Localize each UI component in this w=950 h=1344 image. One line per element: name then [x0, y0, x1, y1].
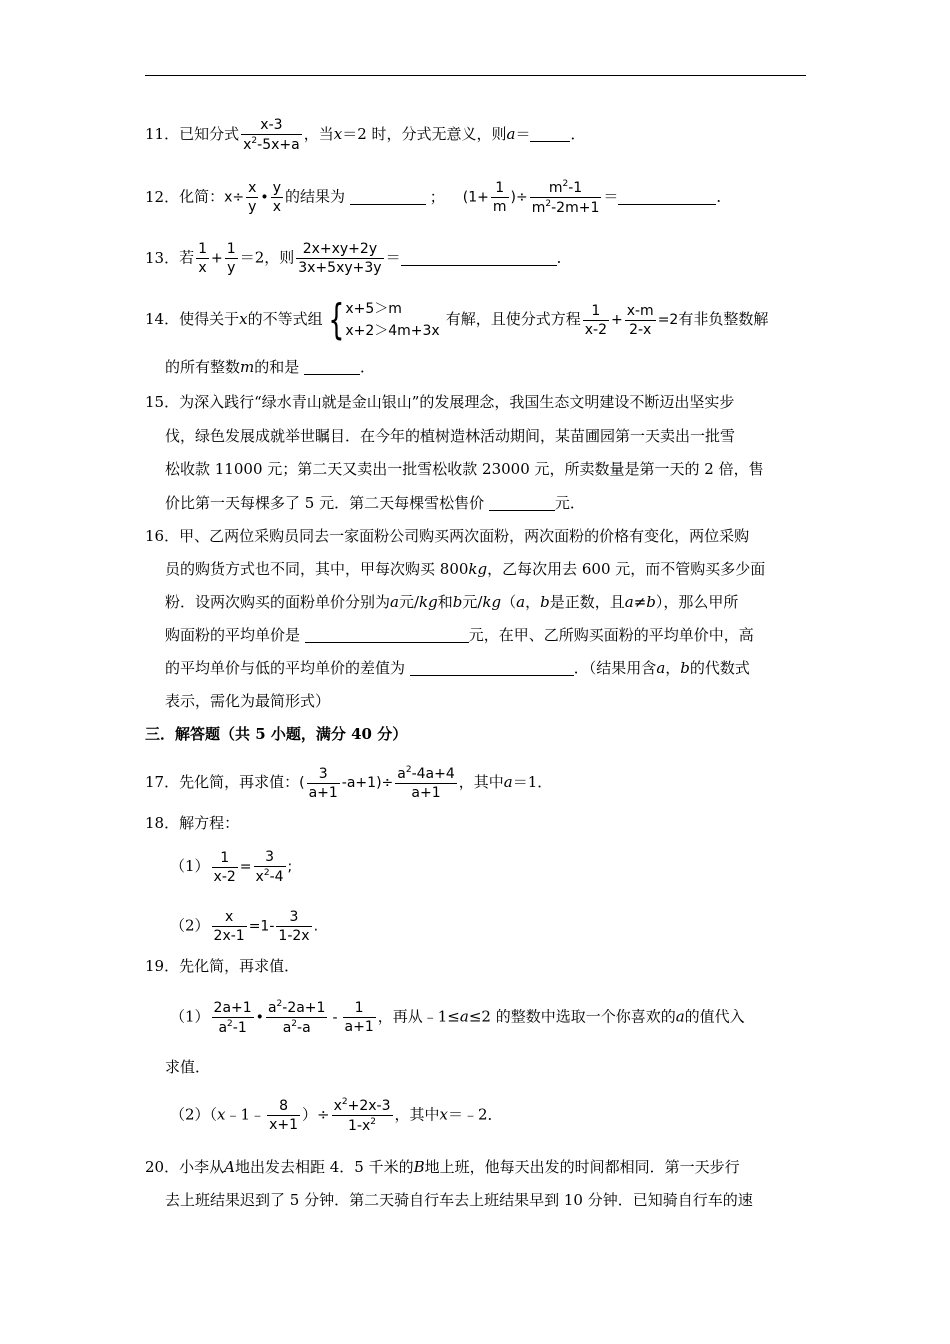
answer-blank[interactable] — [350, 190, 426, 205]
answer-blank[interactable] — [410, 661, 574, 676]
question-16-line-2: 员的购货方式也不同，其中，甲每次购买 800kg，乙每次用去 600 元，而不管购买多少面 — [165, 560, 766, 578]
fraction: $\frac{3}{1-2x}$ — [278, 909, 310, 944]
question-18-part-1: （1） $\frac{1}{x-2}$ = $\frac{3}{x^2-4}$ ; — [170, 849, 293, 885]
text: 有非负整数解 — [678, 310, 769, 328]
variable: a — [506, 125, 516, 143]
question-20-line-2: 去上班结果迟到了 5 分钟．第二天骑自行车去上班结果早到 10 分钟．已知骑自行车的速 — [165, 1191, 753, 1209]
text: ，当 — [303, 125, 334, 143]
question-12 — [145, 180, 731, 215]
question-18: 18．解方程： — [145, 814, 240, 832]
answer-blank[interactable] — [305, 628, 469, 643]
question-19-part-1-line-2: 求值． — [165, 1058, 211, 1076]
header-rule — [145, 75, 806, 76]
question-15-line-3: 松收款 11000 元；第二天又卖出一批雪松收款 23000 元，所卖数量是第一天的 2 倍，售 — [165, 460, 764, 478]
question-16-line-5: 的平均单价与低的平均单价的差值为 ．（结果用含a，b的代数式 — [165, 659, 750, 677]
answer-blank[interactable] — [489, 496, 555, 511]
question-15-line-1: 15．为深入践行“绿水青山就是金山银山”的发展理念，我国生态文明建设不断迈出坚实步 — [145, 393, 735, 411]
question-19-part-2: （2）（x﹣1﹣ $\frac{8}{x+1}$ ）÷ $\frac{x^2+2x-3}{1-x^2}$ ，其中x＝﹣2． — [170, 1097, 503, 1134]
text: ＝2 时，分式无意义，则 — [342, 125, 507, 143]
question-20-line-1: 20．小李从A地出发去相距 4．5 千米的B地上班，他每天出发的时间都相同．第一天步行 — [145, 1158, 740, 1176]
math-text: + — [610, 312, 623, 328]
answer-blank[interactable] — [618, 190, 716, 205]
math-text: =2 — [657, 312, 679, 328]
question-number: 15． — [145, 393, 180, 411]
math-text: )÷ — [510, 189, 528, 206]
variable: x — [333, 125, 343, 143]
fraction: $\frac{1}{y}$ — [226, 241, 236, 276]
question-number: 11． — [145, 125, 180, 143]
question-number: 16． — [145, 527, 180, 545]
text: ． — [556, 248, 572, 267]
question-number: 12． — [145, 187, 180, 206]
math-text: (1+ — [462, 189, 489, 206]
text: 有解，且使分式方程 — [445, 310, 581, 328]
fraction: $\frac{x}{2x-1}$ — [213, 909, 245, 944]
question-16-line-6: 表示，需化为最简形式） — [165, 692, 331, 710]
fraction: $\frac{a^2-2a+1}{a^2-a}$ — [267, 999, 326, 1036]
answer-blank[interactable] — [304, 360, 360, 375]
fraction: $\frac{x^2+2x-3}{1-x^2}$ — [333, 1097, 391, 1134]
question-number: 14． — [145, 310, 180, 328]
text: 使得关于 — [179, 310, 240, 328]
question-11 — [145, 118, 586, 152]
fraction: $\frac{x-m}{2-x}$ — [626, 302, 654, 338]
text: ＝2，则 — [239, 248, 295, 267]
text: 若 — [179, 248, 195, 267]
section-heading: 三．解答题（共 5 小题，满分 40 分） — [145, 725, 408, 743]
question-19: 19．先化简，再求值． — [145, 957, 300, 975]
text: ＝ — [603, 187, 619, 206]
fraction: $\frac{y}{x}$ — [272, 180, 281, 215]
question-number: 18． — [145, 814, 180, 832]
question-18-part-2: （2） $\frac{x}{2x-1}$ =1- $\frac{3}{1-2x}$ . — [170, 909, 319, 944]
fraction: $\frac{2a+1}{a^2-1}$ — [213, 999, 252, 1036]
fraction: $\frac{x}{y}$ — [248, 180, 257, 215]
inequality-system: x+5＞m x+2＞4m+3x — [345, 301, 440, 339]
fraction: $\frac{3}{x^2-4}$ — [255, 849, 284, 885]
question-16-line-3: 粉．设两次购买的面粉单价分别为a元/kg和b元/kg（a，b是正数，且a≠b），那么甲所 — [165, 593, 739, 611]
fraction: $\frac{m^2-1}{m^2-2m+1}$ — [531, 179, 600, 216]
fraction: $\frac{8}{x+1}$ — [269, 1098, 298, 1133]
text: 化简： — [179, 187, 225, 206]
math-text: • — [260, 189, 269, 206]
question-number: 20． — [145, 1158, 180, 1176]
fraction: $\frac{2x+xy+2y}{3x+5xy+3y}$ — [298, 241, 382, 276]
question-13 — [145, 242, 572, 275]
fraction: $\frac{a^2-4a+4}{a+1}$ — [397, 765, 455, 801]
fraction: $\frac{3}{a+1}$ — [308, 765, 338, 801]
variable: m — [240, 358, 255, 376]
math-text: + — [211, 250, 223, 267]
fraction — [241, 118, 302, 152]
text: ＝ — [515, 125, 531, 143]
text: ． — [716, 187, 732, 206]
denominator: $x^2-5x+a$ — [243, 136, 300, 153]
question-17: 17．先化简，再求值：( $\frac{3}{a+1}$ -a+1)÷ $\frac{a^2-4a+4}{a+1}$ ，其中a＝1． — [145, 765, 553, 801]
fraction: $\frac{1}{m}$ — [492, 180, 507, 215]
question-number: 13． — [145, 248, 180, 267]
question-14-line-2: 的所有整数m的和是 ． — [165, 358, 376, 376]
text: 已知分式 — [179, 125, 240, 143]
question-15-line-4: 价比第一天每棵多了 5 元．第二天每棵雪松售价 元． — [165, 494, 585, 512]
text: ． — [570, 125, 586, 143]
question-15-line-2: 伐，绿色发展成就举世瞩目．在今年的植树造林活动期间，某苗圃园第一天卖出一批雪 — [165, 427, 736, 445]
fraction: $\frac{1}{x-2}$ — [213, 849, 236, 885]
fraction: $\frac{1}{x}$ — [198, 241, 208, 276]
numerator: x-3 — [241, 118, 302, 135]
text: 的结果为 — [284, 187, 345, 206]
question-14 — [145, 295, 769, 344]
fraction: $\frac{1}{a+1}$ — [344, 1000, 374, 1035]
question-number: 17． — [145, 773, 180, 791]
variable: x — [239, 310, 248, 328]
answer-blank[interactable] — [401, 251, 557, 266]
question-19-part-1: （1） $\frac{2a+1}{a^2-1}$ • $\frac{a^2-2a+1}{a^2-a}$ - $\frac{1}{a+1}$ ，再从﹣1≤a≤2 的整数中选取一个你喜欢的a的值代入 — [170, 999, 745, 1036]
question-16-line-4: 购面粉的平均单价是 元，在甲、乙所购买面粉的平均单价中，高 — [165, 626, 754, 644]
question-number: 19． — [145, 957, 180, 975]
math-text: x÷ — [224, 189, 245, 206]
text: 的不等式组 — [247, 310, 323, 328]
fraction: $\frac{1}{x-2}$ — [584, 302, 607, 338]
text: ； — [429, 187, 445, 206]
text: ＝ — [385, 248, 401, 267]
question-16-line-1: 16．甲、乙两位采购员同去一家面粉公司购买两次面粉，两次面粉的价格有变化，两位采购 — [145, 527, 750, 545]
brace-icon: { — [327, 295, 344, 344]
answer-blank[interactable] — [530, 127, 570, 142]
